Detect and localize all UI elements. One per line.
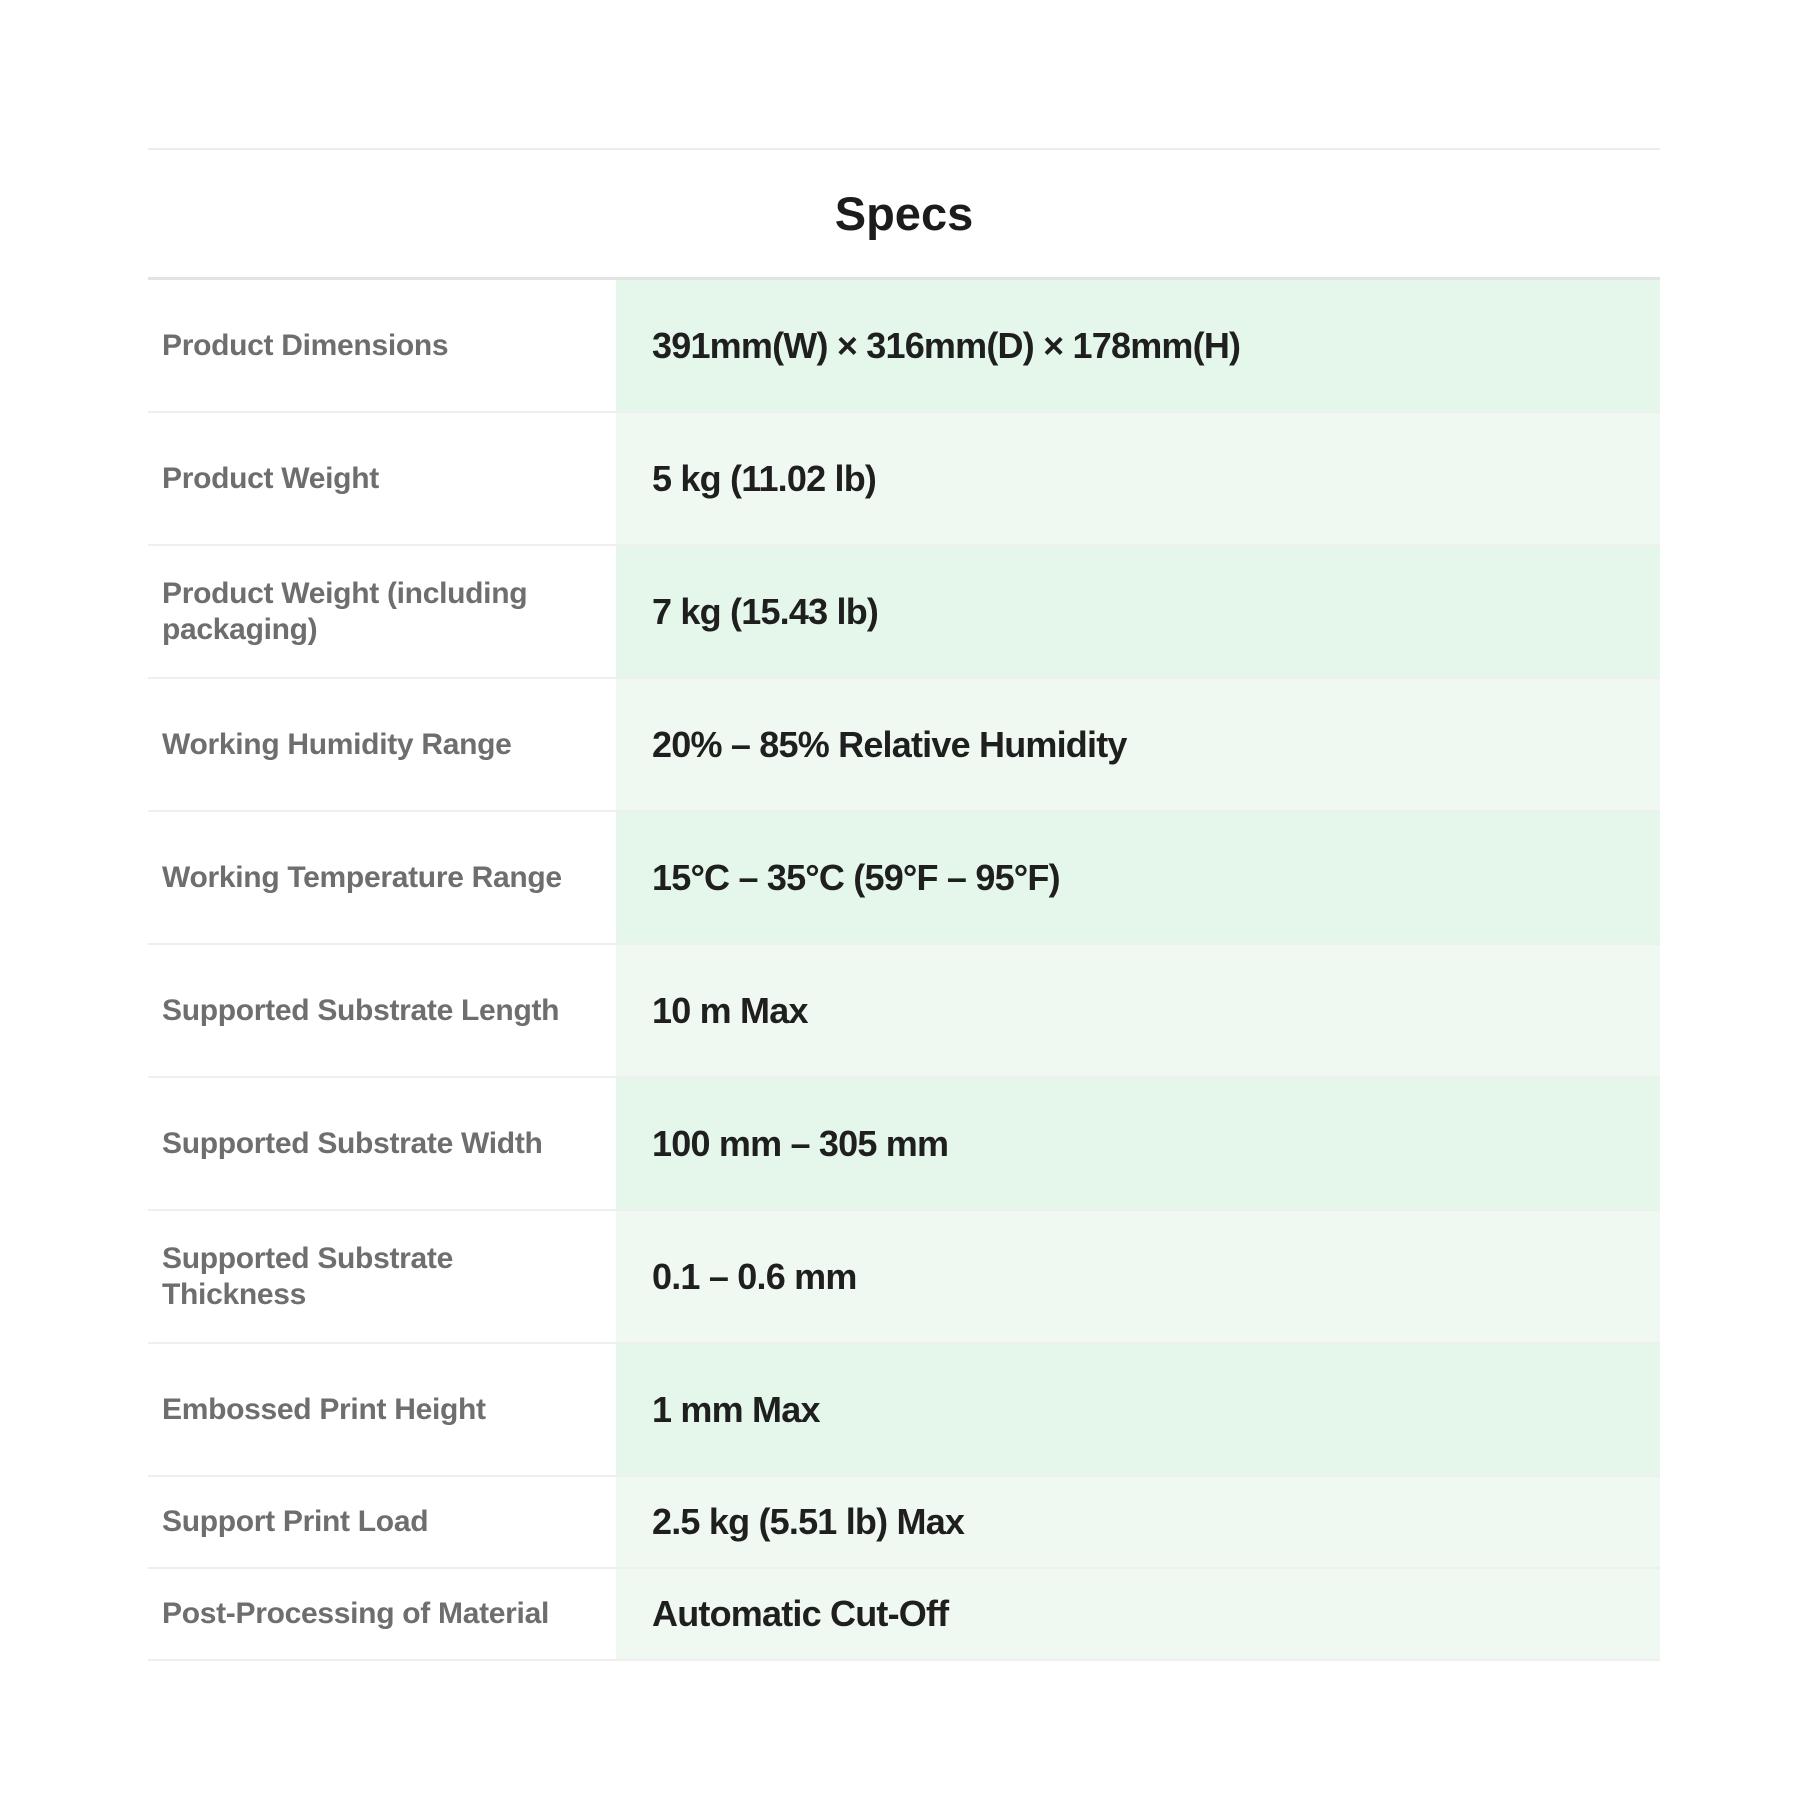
spec-label: Product Weight (including packaging) [162, 576, 528, 646]
spec-row-humidity-range [148, 679, 1660, 812]
spec-value: 20% – 85% Relative Humidity [616, 679, 1660, 810]
spec-row-product-dimensions [148, 280, 1660, 413]
spec-label: Product Dimensions [162, 328, 449, 362]
spec-row-temperature-range [148, 812, 1660, 945]
spec-row-substrate-length [148, 945, 1660, 1078]
spec-value: 5 kg (11.02 lb) [616, 413, 1660, 544]
spec-value: 15°C – 35°C (59°F – 95°F) [616, 812, 1660, 943]
spec-label: Support Print Load [162, 1505, 429, 1538]
spec-value: 7 kg (15.43 lb) [616, 546, 1660, 677]
specs-table [148, 148, 1660, 1661]
spec-label: Post-Processing of Material [162, 1597, 549, 1630]
spec-row-product-weight [148, 413, 1660, 546]
spec-row-embossed-height [148, 1344, 1660, 1477]
spec-value: Automatic Cut-Off [616, 1569, 1660, 1659]
spec-row-weight-with-packaging [148, 546, 1660, 679]
spec-row-substrate-thickness [148, 1211, 1660, 1344]
spec-label: Product Weight [162, 461, 379, 495]
spec-value: 0.1 – 0.6 mm [616, 1211, 1660, 1342]
spec-row-post-processing [148, 1569, 1660, 1661]
spec-value: 391mm(W) × 316mm(D) × 178mm(H) [616, 280, 1660, 411]
spec-value: 2.5 kg (5.51 lb) Max [616, 1477, 1660, 1567]
spec-label: Working Temperature Range [162, 860, 562, 894]
spec-label: Working Humidity Range [162, 727, 512, 761]
spec-label: Supported Substrate Thickness [162, 1241, 453, 1311]
spec-label: Embossed Print Height [162, 1392, 486, 1426]
spec-value: 1 mm Max [616, 1344, 1660, 1475]
spec-value: 10 m Max [616, 945, 1660, 1076]
spec-label: Supported Substrate Length [162, 993, 560, 1027]
specs-title: Specs [148, 150, 1660, 280]
spec-row-print-load [148, 1477, 1660, 1569]
spec-value: 100 mm – 305 mm [616, 1078, 1660, 1209]
spec-label: Supported Substrate Width [162, 1126, 543, 1160]
spec-row-substrate-width [148, 1078, 1660, 1211]
